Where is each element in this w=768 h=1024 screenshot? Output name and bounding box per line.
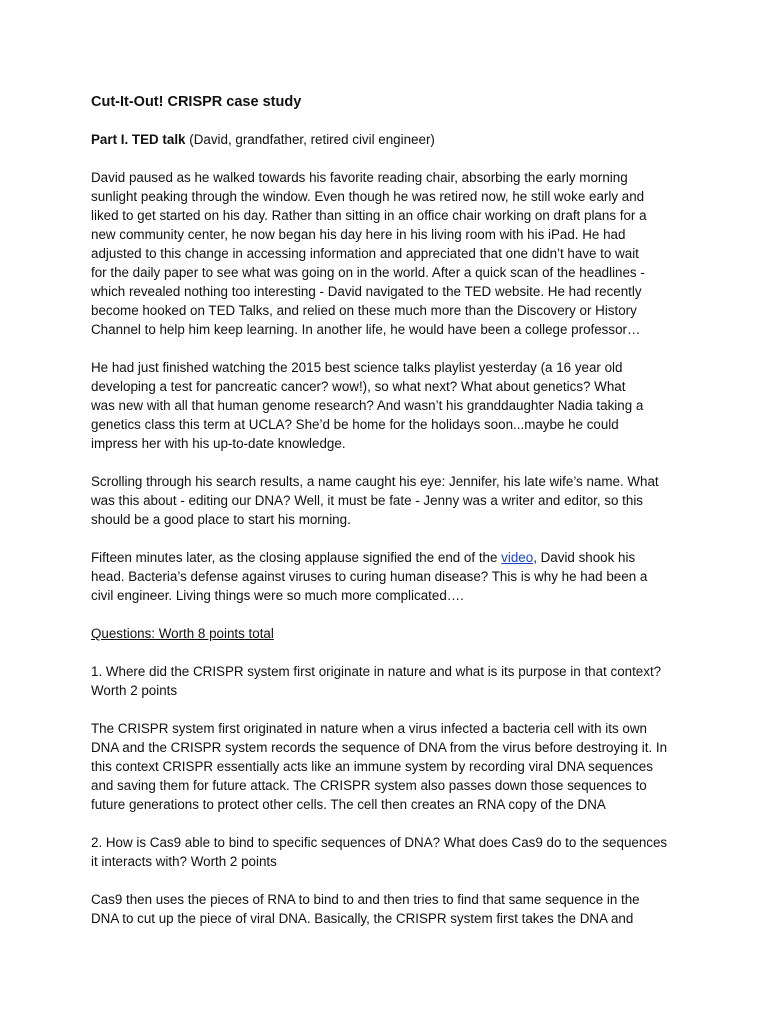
answer-line: and saving them for future attack. The CRISPR system also passes down those sequences to bbox=[91, 778, 647, 793]
text-line: become hooked on TED Talks, and relied on these much more than the Discovery or History bbox=[91, 303, 637, 318]
part-subtitle: (David, grandfather, retired civil engineer) bbox=[189, 132, 435, 147]
question-line: it interacts with? Worth 2 points bbox=[91, 854, 277, 869]
paragraph-4 bbox=[91, 548, 691, 605]
answer-line: Cas9 then uses the pieces of RNA to bind to and then tries to find that same sequence in the bbox=[91, 892, 640, 907]
text-line: was this about - editing our DNA? Well, it must be fate - Jenny was a writer and editor, so this bbox=[91, 493, 643, 508]
part-label: Part I. TED talk bbox=[91, 132, 186, 147]
text-line: David paused as he walked towards his favorite reading chair, absorbing the early morning bbox=[91, 170, 628, 185]
paragraph-3 bbox=[91, 472, 691, 529]
answer-1 bbox=[91, 719, 691, 814]
question-2 bbox=[91, 833, 691, 871]
text-line bbox=[91, 548, 691, 567]
text-after-link: , David shook his bbox=[533, 550, 636, 565]
text-line: genetics class this term at UCLA? She’d be home for the holidays soon...maybe he could bbox=[91, 417, 619, 432]
question-line: Worth 2 points bbox=[91, 683, 178, 698]
text-line: Scrolling through his search results, a name caught his eye: Jennifer, his late wife’s name. What bbox=[91, 474, 659, 489]
text-line: which revealed nothing too interesting - David navigated to the TED website. He had recently bbox=[91, 284, 642, 299]
text-line: civil engineer. Living things were so much more complicated…. bbox=[91, 588, 464, 603]
video-link[interactable]: video bbox=[501, 550, 534, 565]
text-line: was new with all that human genome research? And wasn’t his granddaughter Nadia taking a bbox=[91, 398, 644, 413]
text-line: adjusted to this change in accessing information and appreciated that one didn’t have to wait bbox=[91, 246, 639, 261]
text-line: new community center, he now began his day here in his living room with his iPad. He had bbox=[91, 227, 626, 242]
document-page bbox=[91, 92, 691, 947]
text-line: head. Bacteria’s defense against viruses to curing human disease? This is why he had been a bbox=[91, 569, 648, 584]
question-1 bbox=[91, 662, 691, 700]
text-line: should be a good place to start his morning. bbox=[91, 512, 351, 527]
text-line: Channel to help him keep learning. In another life, he would have been a college professor… bbox=[91, 322, 641, 337]
answer-line: this context CRISPR essentially acts like an immune system by recording viral DNA sequences bbox=[91, 759, 653, 774]
text-line: sunlight peaking through the window. Even though he was retired now, he still woke early and bbox=[91, 189, 645, 204]
text-line: He had just finished watching the 2015 best science talks playlist yesterday (a 16 year old bbox=[91, 360, 623, 375]
text-line: liked to get started on his day. Rather than sitting in an office chair working on draft plans for a bbox=[91, 208, 647, 223]
part-heading bbox=[91, 130, 691, 149]
answer-line: DNA and the CRISPR system records the sequence of DNA from the virus before destroying it. In bbox=[91, 740, 668, 755]
question-line: 2. How is Cas9 able to bind to specific sequences of DNA? What does Cas9 do to the sequences bbox=[91, 835, 668, 850]
paragraph-1 bbox=[91, 168, 691, 339]
document-title: Cut-It-Out! CRISPR case study bbox=[91, 94, 302, 110]
paragraph-2 bbox=[91, 358, 691, 453]
answer-2 bbox=[91, 890, 691, 928]
text-line: developing a test for pancreatic cancer? wow!), so what next? What about genetics? What bbox=[91, 379, 626, 394]
text-line: for the daily paper to see what was going on in the world. After a quick scan of the headlines - bbox=[91, 265, 645, 280]
answer-line: The CRISPR system first originated in nature when a virus infected a bacteria cell with its own bbox=[91, 721, 647, 736]
answer-line: future generations to protect other cells. The cell then creates an RNA copy of the DNA bbox=[91, 797, 606, 812]
text-line: impress her with his up-to-date knowledge. bbox=[91, 436, 346, 451]
text-before-link: Fifteen minutes later, as the closing applause signified the end of the bbox=[91, 550, 502, 565]
question-line: 1. Where did the CRISPR system first originate in nature and what is its purpose in that context? bbox=[91, 664, 662, 679]
answer-line: DNA to cut up the piece of viral DNA. Basically, the CRISPR system first takes the DNA and bbox=[91, 911, 634, 926]
questions-heading: Questions: Worth 8 points total bbox=[91, 626, 274, 641]
